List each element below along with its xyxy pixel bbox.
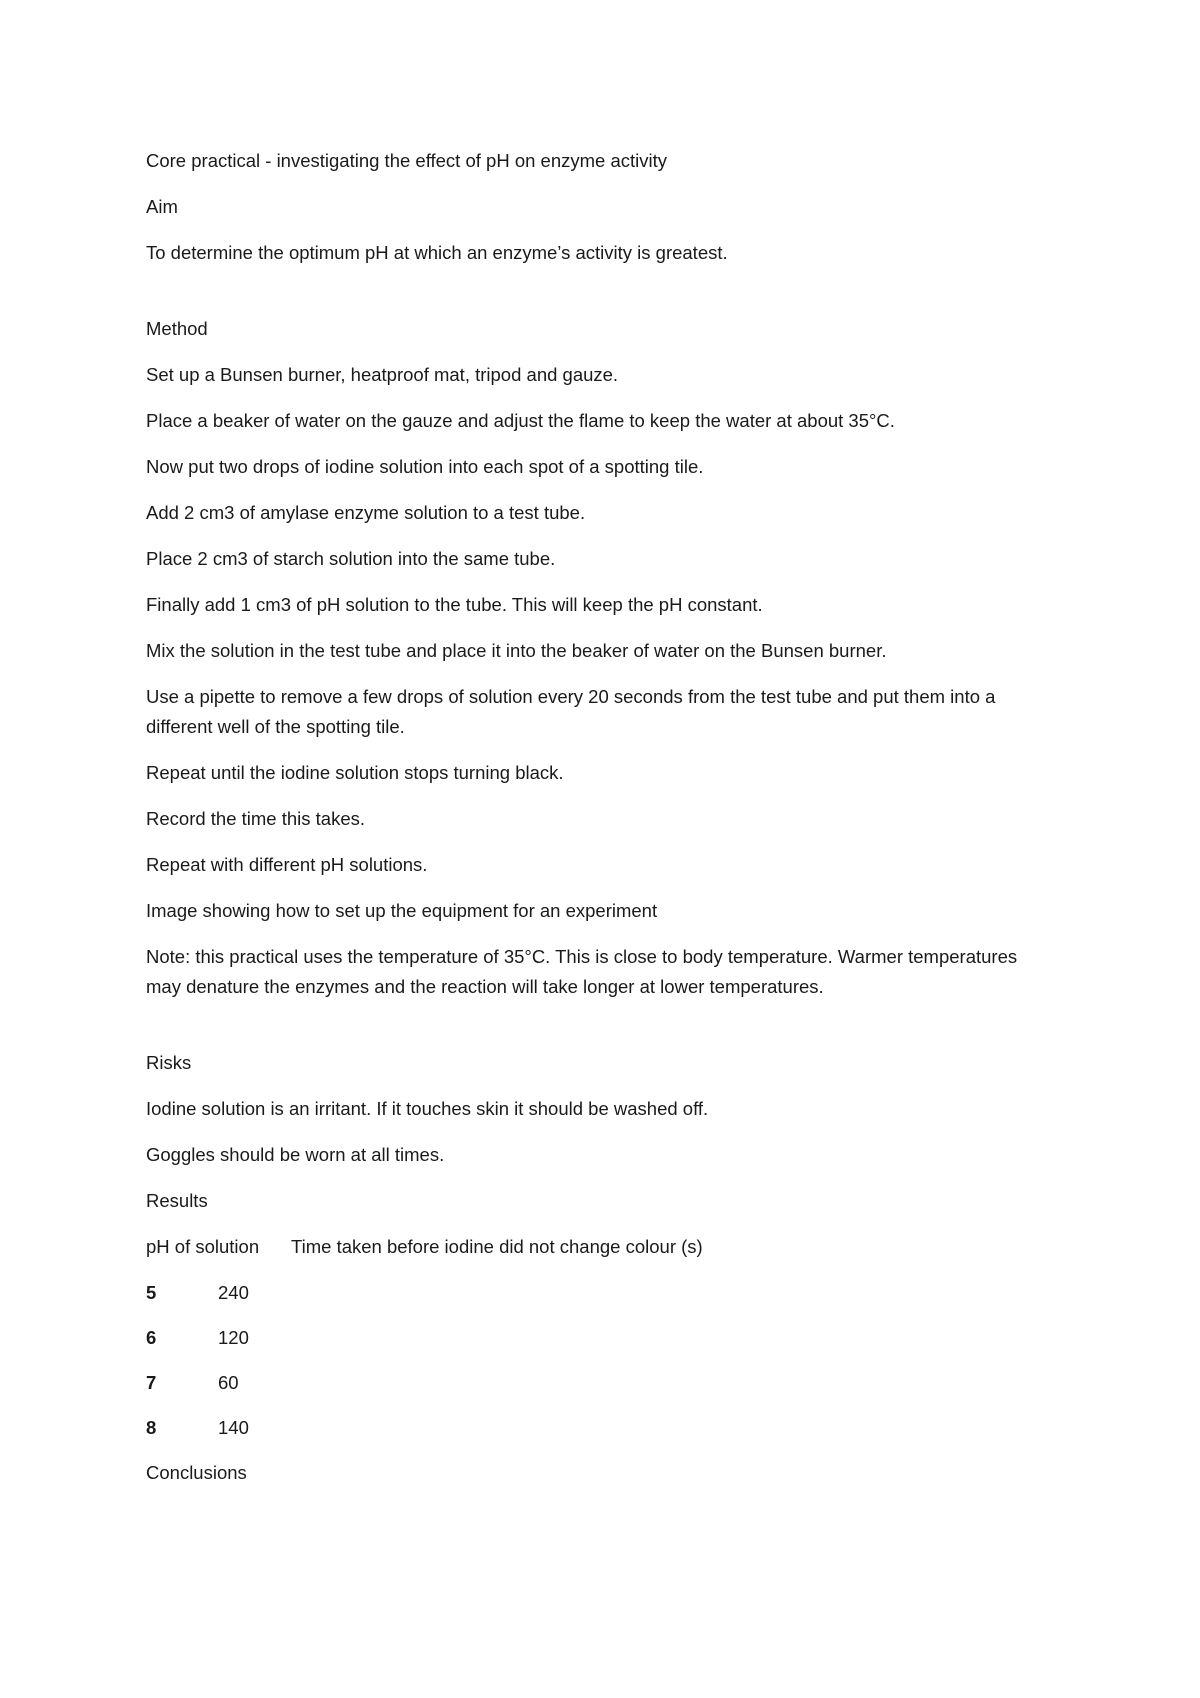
table-row — [146, 1323, 1046, 1353]
method-step: Place a beaker of water on the gauze and adjust the flame to keep the water at about 35°C. — [146, 410, 895, 431]
table-row — [146, 1278, 1046, 1308]
method-note: Note: this practical uses the temperature of 35°C. This is close to body temperature. Warmer temperatures may denature the enzymes and the reaction will take longer at lower temperatures. — [146, 946, 1018, 997]
aim-heading: Aim — [146, 196, 178, 217]
image-caption: Image showing how to set up the equipment for an experiment — [146, 900, 658, 921]
method-step: Use a pipette to remove a few drops of solution every 20 seconds from the test tube and put them into a different well of the spotting tile. — [146, 686, 996, 737]
cell-time: 140 — [218, 1417, 249, 1438]
column-header-time: Time taken before iodine did not change colour (s) — [291, 1236, 703, 1257]
cell-ph: 7 — [146, 1372, 157, 1393]
method-step: Now put two drops of iodine solution into each spot of a spotting tile. — [146, 456, 704, 477]
method-step: Mix the solution in the test tube and place it into the beaker of water on the Bunsen burner. — [146, 640, 887, 661]
results-table-header — [146, 1232, 1046, 1262]
risks-heading: Risks — [146, 1052, 192, 1073]
table-row — [146, 1413, 1046, 1443]
cell-ph: 8 — [146, 1417, 157, 1438]
cell-ph: 5 — [146, 1282, 157, 1303]
method-step: Finally add 1 cm3 of pH solution to the tube. This will keep the pH constant. — [146, 594, 763, 615]
conclusions-heading: Conclusions — [146, 1462, 247, 1483]
method-step: Repeat with different pH solutions. — [146, 854, 428, 875]
risk-item: Goggles should be worn at all times. — [146, 1144, 445, 1165]
method-heading: Method — [146, 318, 208, 339]
results-heading: Results — [146, 1190, 208, 1211]
table-row — [146, 1368, 1046, 1398]
method-step: Record the time this takes. — [146, 808, 366, 829]
document-body — [146, 146, 1046, 1488]
risk-item: Iodine solution is an irritant. If it touches skin it should be washed off. — [146, 1098, 709, 1119]
method-step: Set up a Bunsen burner, heatproof mat, tripod and gauze. — [146, 364, 619, 385]
cell-time: 240 — [218, 1282, 249, 1303]
method-step: Place 2 cm3 of starch solution into the same tube. — [146, 548, 556, 569]
cell-time: 120 — [218, 1327, 249, 1348]
document-title: Core practical - investigating the effect of pH on enzyme activity — [146, 150, 667, 171]
column-header-ph: pH of solution — [146, 1236, 260, 1257]
aim-text: To determine the optimum pH at which an enzyme’s activity is greatest. — [146, 242, 728, 263]
cell-ph: 6 — [146, 1327, 157, 1348]
method-step: Add 2 cm3 of amylase enzyme solution to a test tube. — [146, 502, 586, 523]
method-step: Repeat until the iodine solution stops turning black. — [146, 762, 564, 783]
cell-time: 60 — [218, 1372, 239, 1393]
